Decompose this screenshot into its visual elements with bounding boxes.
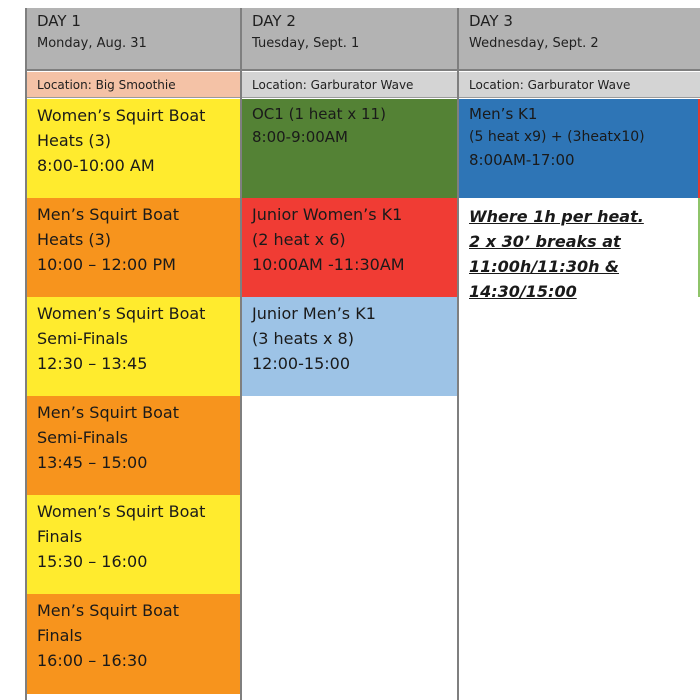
event-line: 15:30 – 16:00 <box>37 552 148 571</box>
event-line: Men’s Squirt Boat <box>37 601 179 620</box>
event-block <box>242 297 458 396</box>
event-line: 16:00 – 16:30 <box>37 651 148 670</box>
event-block <box>459 99 700 198</box>
event-line: Heats (3) <box>37 230 112 249</box>
day-label: DAY 2 <box>252 12 296 30</box>
break-note <box>459 200 700 300</box>
day-date: Wednesday, Sept. 2 <box>469 36 599 51</box>
event-line: Heats (3) <box>37 131 112 150</box>
event-line: Men’s Squirt Boat <box>37 403 179 422</box>
event-line: Finals <box>37 527 83 546</box>
event-line: (5 heat x9) + (3heatx10) <box>469 129 645 145</box>
day-label: DAY 1 <box>37 12 81 30</box>
event-line: OC1 (1 heat x 11) <box>252 105 386 123</box>
note-line: Where 1h per heat. <box>469 207 644 226</box>
event-block <box>27 594 241 694</box>
event-block <box>242 198 458 297</box>
event-line: Junior Women’s K1 <box>252 205 403 224</box>
note-line: 2 x 30’ breaks at <box>469 232 621 251</box>
event-line: Women’s Squirt Boat <box>37 304 206 323</box>
event-line: Men’s K1 <box>469 105 538 123</box>
event-block <box>27 396 241 495</box>
event-line: 8:00-10:00 AM <box>37 156 155 175</box>
day-2-header <box>242 8 458 71</box>
event-block <box>27 297 241 396</box>
event-line: Semi-Finals <box>37 428 129 447</box>
event-line: Semi-Finals <box>37 329 129 348</box>
day-2-location: Location: Garburator Wave <box>242 72 458 98</box>
day-1-location: Location: Big Smoothie <box>27 72 241 98</box>
event-line: 12:00-15:00 <box>252 354 350 373</box>
event-line: 10:00AM -11:30AM <box>252 255 405 274</box>
day-1-header <box>27 8 241 71</box>
day-3-column <box>457 8 700 700</box>
event-line: Women’s Squirt Boat <box>37 502 206 521</box>
note-line: 11:00h/11:30h & <box>469 257 620 276</box>
event-block <box>27 99 241 198</box>
event-line: 8:00-9:00AM <box>252 128 348 146</box>
day-date: Tuesday, Sept. 1 <box>252 36 360 51</box>
event-line: 13:45 – 15:00 <box>37 453 148 472</box>
event-line: Men’s Squirt Boat <box>37 205 179 224</box>
schedule-grid <box>25 8 700 700</box>
event-block <box>27 495 241 594</box>
day-3-location: Location: Garburator Wave <box>459 72 700 98</box>
day-1-column <box>25 8 241 700</box>
event-line: (3 heats x 8) <box>252 329 354 348</box>
day-2-column <box>240 8 458 700</box>
day-3-header <box>459 8 700 71</box>
event-block <box>242 99 458 198</box>
day-date: Monday, Aug. 31 <box>37 36 147 51</box>
event-line: Finals <box>37 626 83 645</box>
event-line: (2 heat x 6) <box>252 230 346 249</box>
note-line: 14:30/15:00 <box>469 282 577 301</box>
event-line: Women’s Squirt Boat <box>37 106 206 125</box>
day-label: DAY 3 <box>469 12 513 30</box>
event-line: Junior Men’s K1 <box>252 304 376 323</box>
event-block <box>27 198 241 297</box>
event-line: 12:30 – 13:45 <box>37 354 148 373</box>
event-line: 8:00AM-17:00 <box>469 151 575 169</box>
event-line: 10:00 – 12:00 PM <box>37 255 176 274</box>
